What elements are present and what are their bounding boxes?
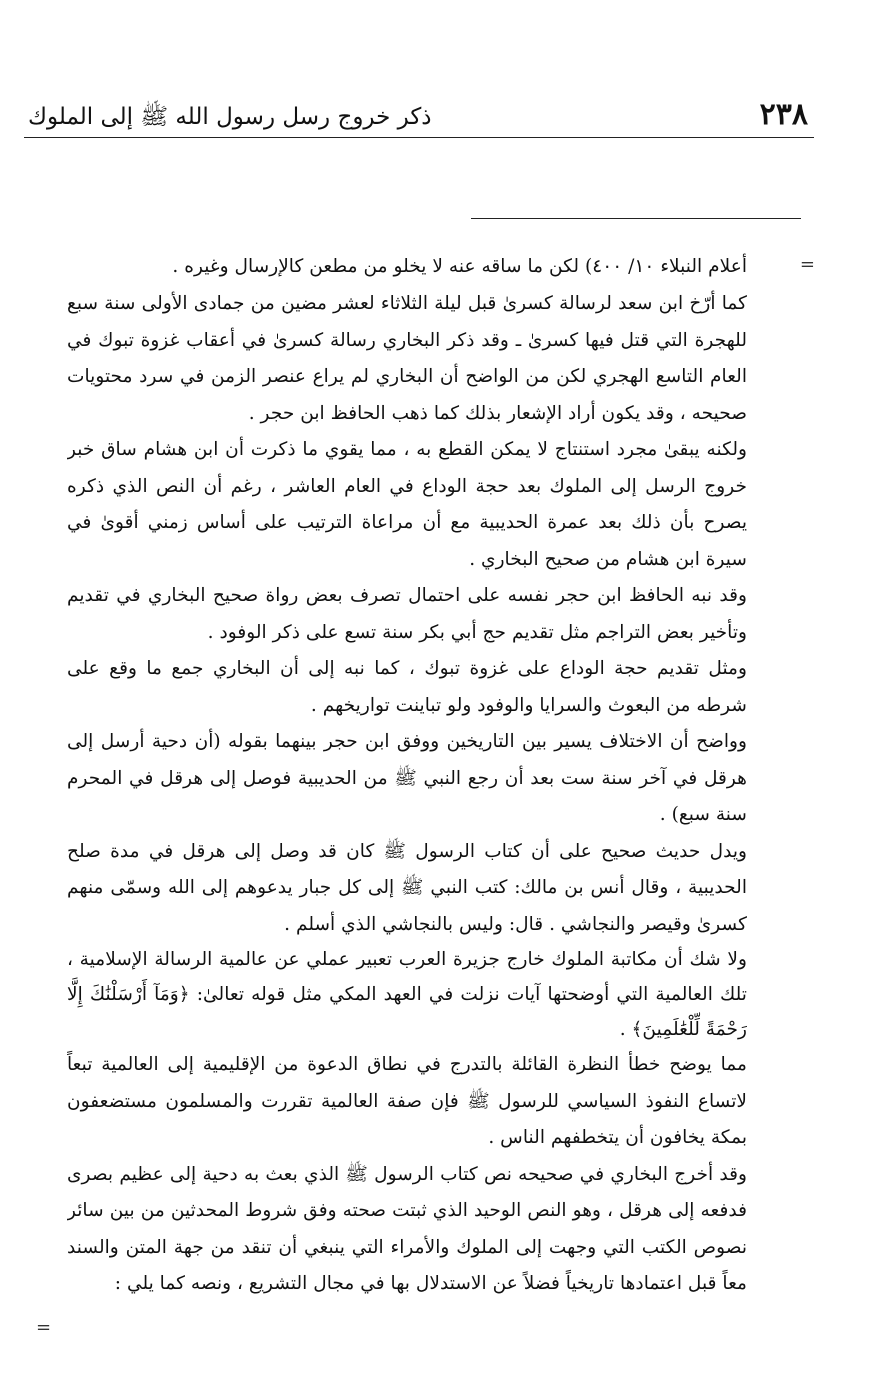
footnote-paragraph-4: وقد نبه الحافظ ابن حجر نفسه على احتمال تصرف بعض رواة صحيح البخاري في تقديم وتأخير بعض التراجم مثل تقديم حج أبي بكر سنة تسع على ذكر الوفود . (67, 585, 747, 643)
footnote-paragraph-2: كما أرّخ ابن سعد لرسالة كسرىٰ قبل ليلة الثلاثاء لعشر مضين من جمادى الأولى سنة سبع للهجرة التي قتل فيها كسرىٰ ـ وقد ذكر البخاري رسالة كسرىٰ في أعقاب غزوة تبوك في العام التاسع الهجري لكن من الواضح أن البخاري لم يراع عنصر الزمن في سرد محتويات صحيحه ، وقد يكون أراد الإشعار بذلك كما ذهب الحافظ ابن حجر . (67, 293, 747, 424)
page-number: ٢٣٨ (759, 97, 808, 132)
continuation-mark-top: = (799, 254, 815, 275)
footnote-paragraph-7: ويدل حديث صحيح على أن كتاب الرسول ﷺ كان قد وصل إلى هرقل في مدة صلح الحديبية ، وقال أنس بن مالك: كتب النبي ﷺ إلى كل جبار يدعوهم إلى الله وسمّى منهم كسرىٰ وقيصر والنجاشي . قال: وليس بالنجاشي الذي أسلم . (67, 840, 747, 935)
page-header (24, 96, 814, 136)
footnote-paragraph-3: ولكنه يبقىٰ مجرد استنتاج لا يمكن القطع به ، مما يقوي ما ذكرت أن ابن هشام ساق خبر خروج الرسل إلى الملوك بعد حجة الوداع في العام العاشر ، رغم أن النص الذي ذكره يصرح بأن ذلك بعد عمرة الحديبية مع أن مراعاة الترتيب على أساس زمني أقوىٰ في سيرة ابن هشام من صحيح البخاري . (67, 439, 747, 570)
footnote-paragraph-8: ولا شك أن مكاتبة الملوك خارج جزيرة العرب تعبير عملي عن عالمية الرسالة الإسلامية ، تلك العالمية التي أوضحتها آيات نزلت في العهد المكي مثل قوله تعالىٰ: ﴿وَمَآ أَرْسَلْنَٰكَ إِلَّا رَحْمَةً لِّلْعَٰلَمِينَ﴾ . (67, 949, 747, 1040)
footnote-paragraph-5: ومثل تقديم حجة الوداع على غزوة تبوك ، كما نبه إلى أن البخاري جمع ما وقع على شرطه من البعوث والسرايا والوفود ولو تباينت تواريخهم . (67, 658, 747, 716)
footnote-paragraph-10: وقد أخرج البخاري في صحيحه نص كتاب الرسول ﷺ الذي بعث به دحية إلى عظيم بصرى فدفعه إلى هرقل ، وهو النص الوحيد الذي ثبتت صحته وفق شروط المحدثين من بين سائر نصوص الكتب التي وجهت إلى الملوك والأمراء التي ينبغي أن تنقد من جهة المتن والسند معاً قبل اعتمادها تاريخياً فضلاً عن الاستدلال بها في مجال التشريع ، ونصه كما يلي : (67, 1163, 747, 1295)
header-rule (24, 137, 814, 138)
footnote-separator-rule (471, 218, 801, 219)
footnote-paragraph-6: وواضح أن الاختلاف يسير بين التاريخين ووفق ابن حجر بينهما بقوله (أن دحية أرسل إلى هرقل في آخر سنة ست بعد أن رجع النبي ﷺ من الحديبية فوصل إلى هرقل في المحرم سنة سبع) . (67, 731, 747, 825)
footnote-paragraph-9: مما يوضح خطأ النظرة القائلة بالتدرج في نطاق الدعوة من الإقليمية إلى العالمية تبعاً لاتساع النفوذ السياسي للرسول ﷺ فإن صفة العالمية تقررت والمسلمون مستضعفون بمكة يخافون أن يتخطفهم الناس . (67, 1054, 747, 1149)
running-title: ذكر خروج رسل رسول الله ﷺ إلى الملوك (28, 104, 432, 130)
continuation-mark-bottom: = (36, 1317, 52, 1338)
footnote-paragraph-1: أعلام النبلاء ١٠/ ٤٠٠) لكن ما ساقه عنه لا يخلو من مطعن كالإرسال وغيره . (172, 256, 747, 277)
footnote-block (67, 250, 747, 1350)
